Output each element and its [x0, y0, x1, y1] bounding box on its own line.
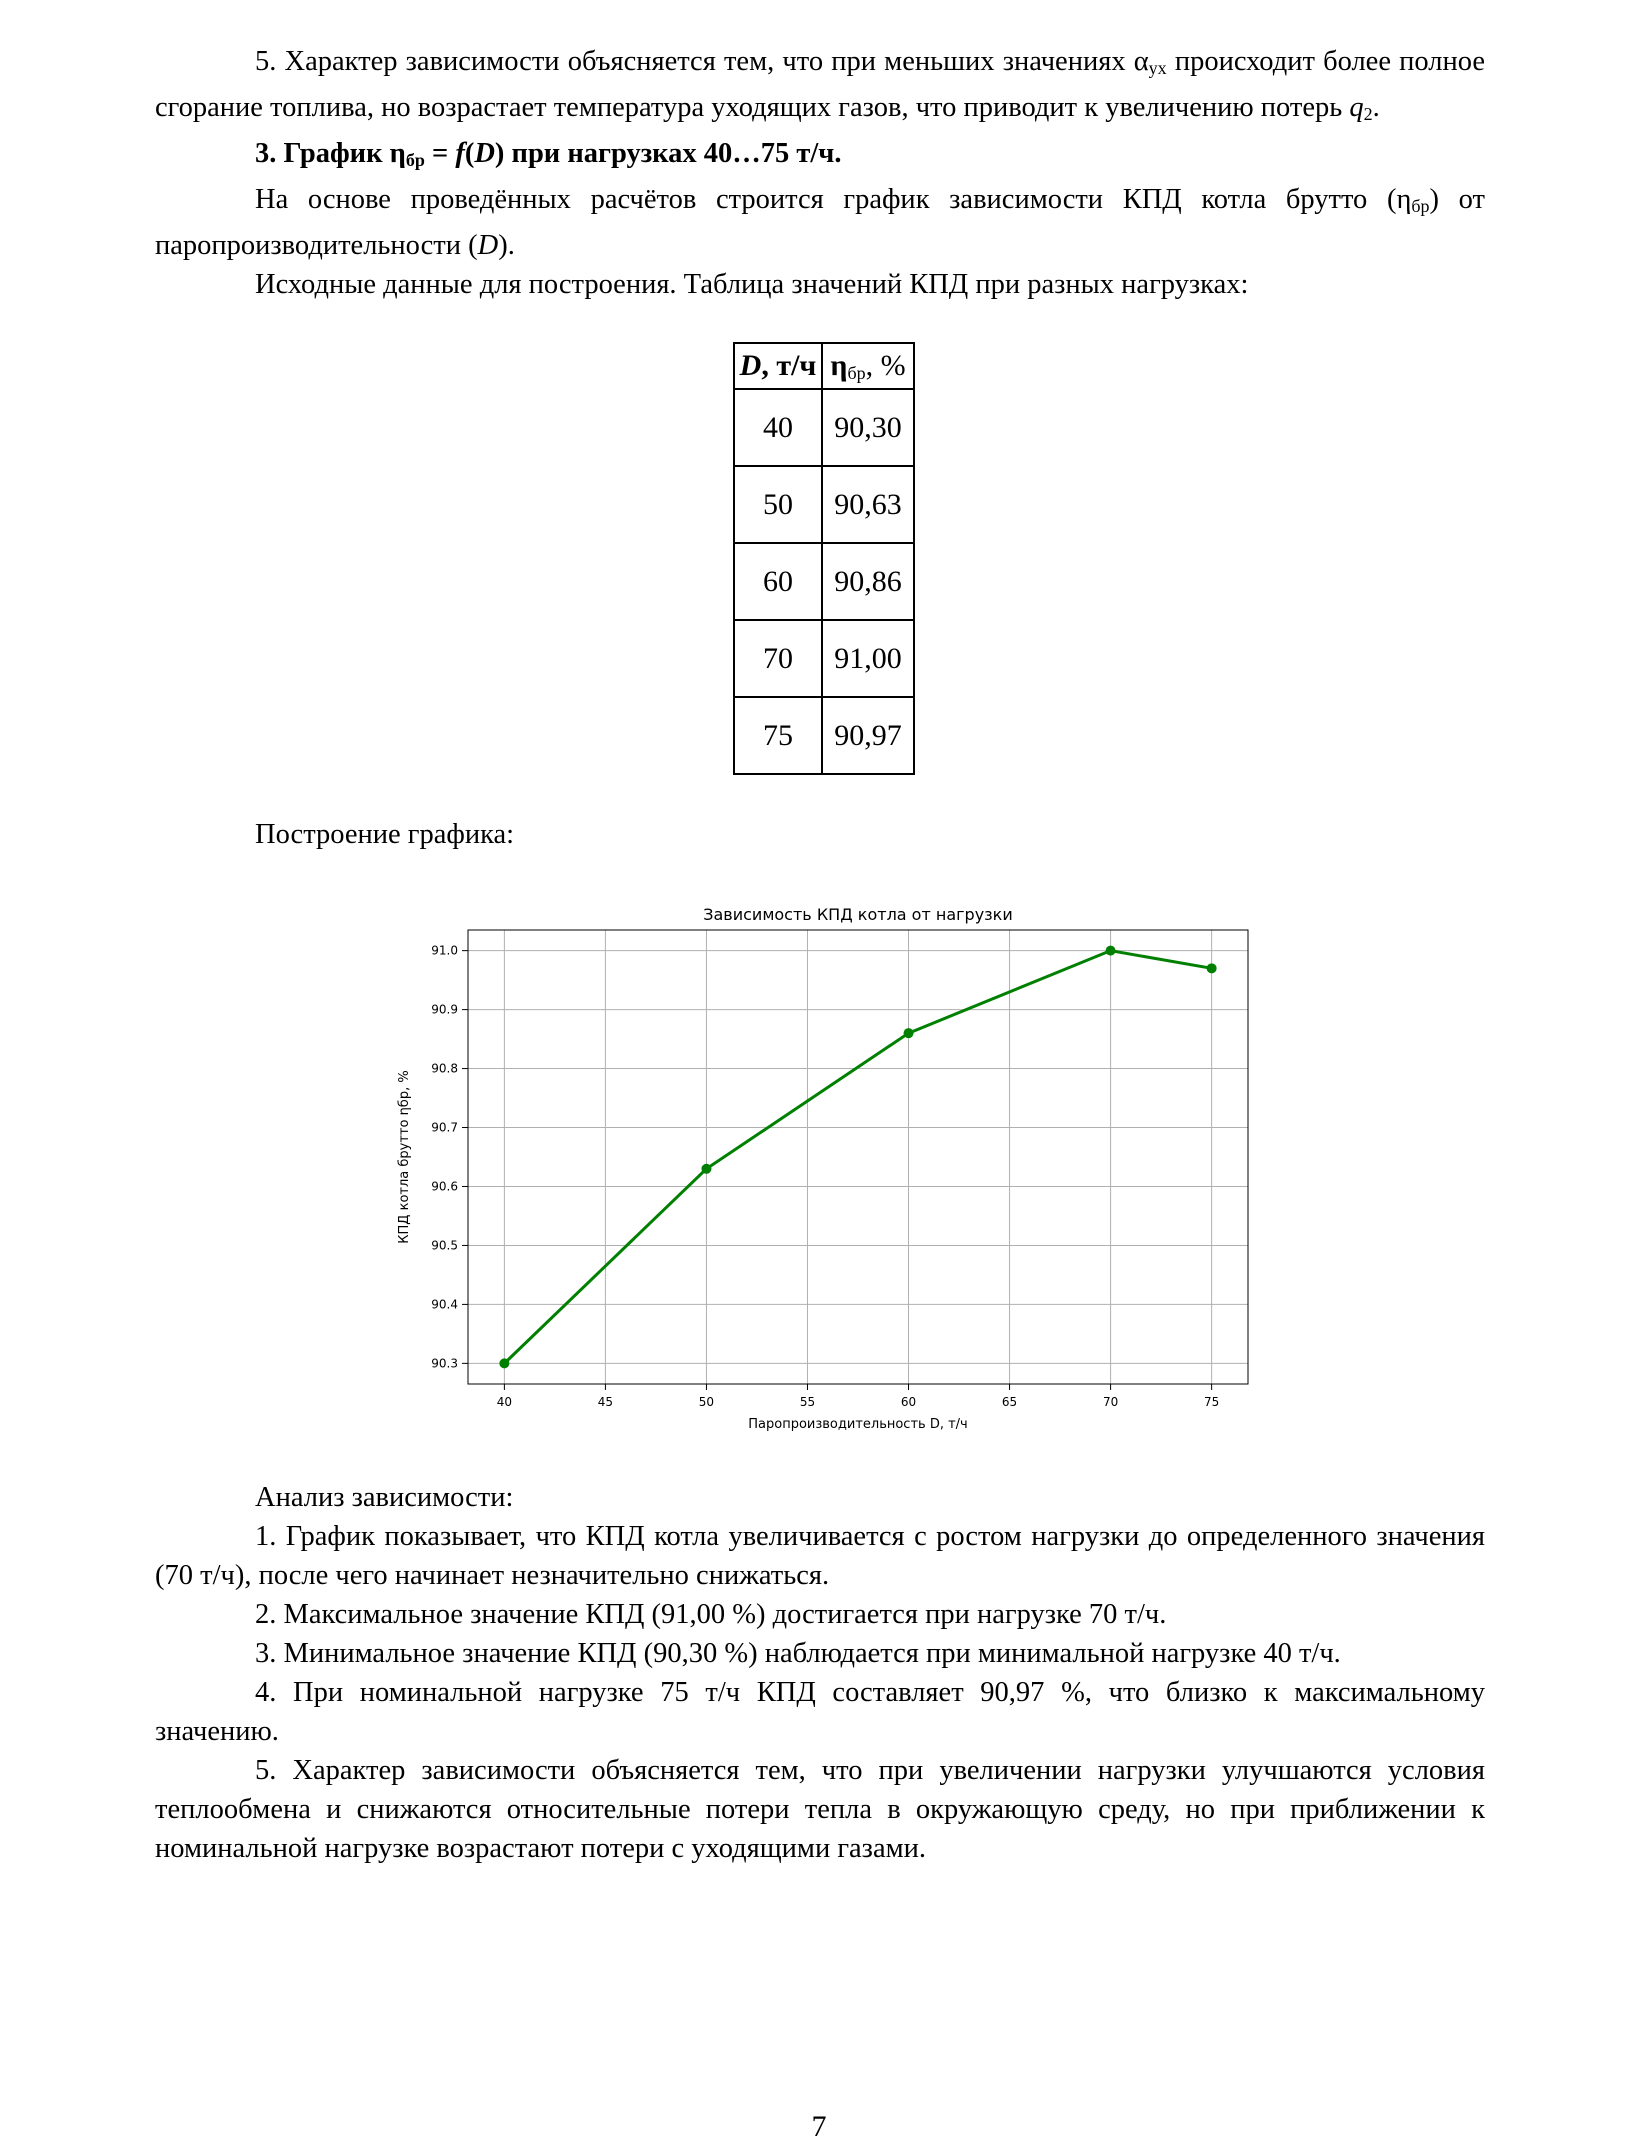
table-cell-efficiency: 90,86 — [822, 543, 914, 620]
paragraph-5-top: 5. Характер зависимости объясняется тем, что при меньших значениях $\alpha_{ух}$ происходит более полное сгорание топлива, но возрастает температура уходящих газов, что приводит к увеличению потерь $q_2$. — [155, 46, 1485, 124]
table-cell-load: 40 — [734, 389, 822, 466]
analysis-item: 2. Максимальное значение КПД (91,00 %) достигается при нагрузке 70 т/ч. — [255, 1599, 1167, 1630]
table-cell-load: 50 — [734, 466, 822, 543]
analysis-item: 1. График показывает, что КПД котла увеличивается с ростом нагрузки до определенного значения (70 т/ч), после чего начинает незначительно снижаться. — [155, 1521, 1485, 1591]
table-row — [734, 697, 914, 774]
plot-caption: Построение графика: — [255, 819, 515, 850]
efficiency-chart — [380, 890, 1260, 1450]
table-cell-efficiency: 91,00 — [822, 620, 914, 697]
data-point — [904, 1028, 914, 1038]
y-tick-label: 90.9 — [431, 1002, 458, 1017]
x-axis-label: Паропроизводительность D, т/ч — [748, 1417, 968, 1432]
table-cell-load: 75 — [734, 697, 822, 774]
table-header-efficiency: $\eta_{бр}$, % — [822, 343, 914, 389]
analysis-item: 5. Характер зависимости объясняется тем, что при увеличении нагрузки улучшаются условия теплообмена и снижаются относительные потери тепла в окружающую среду, но при приближении к номинальной нагрузке возрастают потери с уходящими газами. — [155, 1755, 1485, 1864]
x-tick-label: 65 — [1001, 1395, 1018, 1409]
x-tick-label: 60 — [900, 1395, 917, 1409]
analysis-item: 3. Минимальное значение КПД (90,30 %) наблюдается при минимальной нагрузке 40 т/ч. — [255, 1638, 1341, 1669]
plot-area-frame — [468, 930, 1248, 1384]
chart-title: Зависимость КПД котла от нагрузки — [703, 905, 1013, 924]
series-points — [499, 946, 1216, 1369]
table-header-load: D, т/ч — [734, 343, 822, 389]
table-header-row — [734, 343, 914, 389]
y-tick-label: 90.8 — [431, 1061, 458, 1076]
x-tick-label: 75 — [1203, 1395, 1220, 1409]
data-point — [701, 1164, 711, 1174]
data-point — [1207, 963, 1217, 973]
top-text — [155, 42, 1485, 304]
y-tick-label: 90.3 — [431, 1356, 458, 1371]
analysis-heading: Анализ зависимости: — [255, 1482, 514, 1513]
y-axis-label: КПД котла брутто ηбр, % — [397, 1070, 412, 1244]
section-heading: 3. График $\eta_{бр} = f(D)$ при нагрузках 40…75 т/ч. — [255, 138, 842, 170]
x-tick-label: 40 — [496, 1395, 513, 1409]
y-tick-label: 91.0 — [431, 943, 458, 958]
analysis-item: 4. При номинальной нагрузке 75 т/ч КПД составляет 90,97 %, что близко к максимальному значению. — [155, 1677, 1485, 1747]
page-number: 7 — [811, 2110, 827, 2143]
x-tick-label: 50 — [698, 1395, 715, 1409]
y-axis-ticks — [431, 944, 468, 1371]
series-line — [504, 951, 1211, 1364]
y-tick-label: 90.4 — [431, 1297, 458, 1312]
x-tick-label: 70 — [1102, 1395, 1119, 1409]
efficiency-table — [733, 342, 915, 775]
y-tick-label: 90.7 — [431, 1120, 458, 1135]
chart-grid — [468, 930, 1248, 1384]
plot-caption-block — [155, 815, 1485, 854]
analysis-block — [155, 1478, 1485, 1868]
data-point — [1106, 946, 1116, 956]
table-intro: Исходные данные для построения. Таблица значений КПД при разных нагрузках: — [255, 269, 1249, 300]
section-intro: На основе проведённых расчётов строится график зависимости КПД котла брутто $(\eta_{бр})$ от паропроизводительности (D). — [155, 184, 1485, 261]
table-cell-efficiency: 90,30 — [822, 389, 914, 466]
table-row — [734, 543, 914, 620]
data-point — [499, 1358, 509, 1368]
table-row — [734, 620, 914, 697]
table-cell-load: 70 — [734, 620, 822, 697]
x-tick-label: 45 — [597, 1395, 614, 1409]
table-cell-efficiency: 90,97 — [822, 697, 914, 774]
x-tick-label: 55 — [799, 1395, 816, 1409]
y-tick-label: 90.5 — [431, 1238, 458, 1253]
y-tick-label: 90.6 — [431, 1179, 458, 1194]
x-axis-ticks — [497, 1384, 1220, 1409]
table-row — [734, 466, 914, 543]
table-cell-load: 60 — [734, 543, 822, 620]
table-cell-efficiency: 90,63 — [822, 466, 914, 543]
table-row — [734, 389, 914, 466]
